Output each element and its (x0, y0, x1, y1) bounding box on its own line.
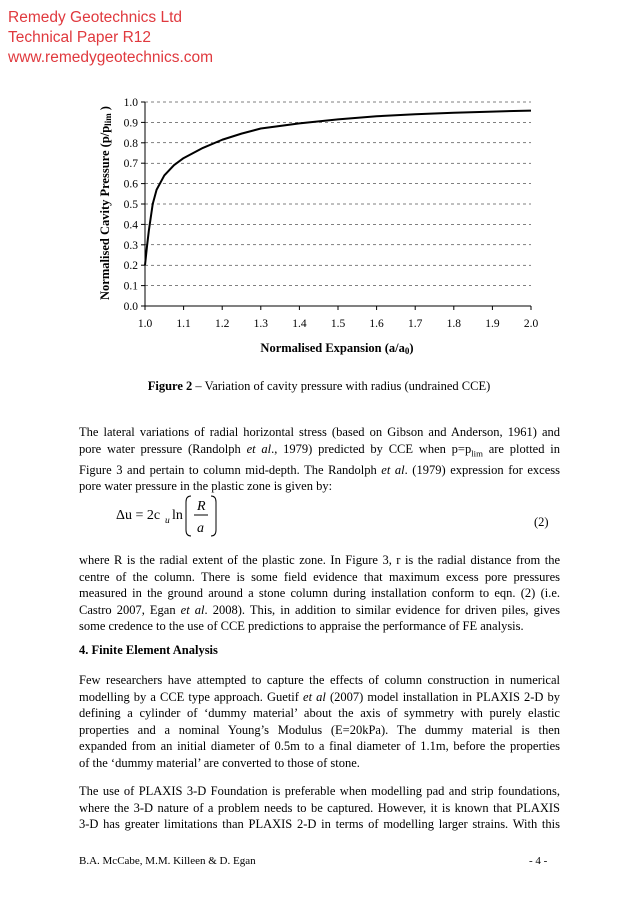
x-tick-label: 1.3 (253, 318, 268, 330)
x-tick-label: 1.4 (292, 318, 307, 330)
paper-number: Technical Paper R12 (8, 29, 152, 46)
text-line: 3-D has greater limitations than PLAXIS 2-D in terms of modelling larger strains. With this (79, 817, 560, 831)
chart-grid (145, 102, 531, 286)
paragraph-fe-researchers (79, 672, 560, 771)
chart-ticks (124, 97, 539, 330)
right-paren (211, 496, 216, 536)
text-line: measured in the ground around a stone column during installation conform to eqn. (2) (i.e. (79, 586, 560, 600)
y-axis-label: Normalised Cavity Pressure (p/plim ) (98, 106, 113, 300)
equation-lhs: Δu = 2c (116, 508, 161, 523)
figure-label: Figure 2 (147, 379, 193, 393)
y-tick-label: 0.8 (123, 137, 138, 150)
y-tick-label: 0.6 (123, 178, 138, 191)
equation-subscript: u (165, 516, 170, 526)
footer-authors: B.A. McCabe, M.M. Killeen & D. Egan (79, 855, 256, 867)
x-axis-label: Normalised Expansion (a/a0) (260, 341, 414, 356)
series-line-cce (145, 111, 531, 266)
figure-caption (0, 379, 638, 394)
text-line: properties and a nominal Young’s Modulus (E=20kPa). The dummy material is then (79, 722, 560, 737)
y-tick-label: 0.4 (123, 219, 138, 232)
page-number: - 4 - (529, 855, 548, 867)
text-line: centre of the column. There is some field evidence that maximum excess pore pressures (79, 569, 560, 584)
text-line: The use of PLAXIS 3-D Foundation is preferable when modelling pad and strip foundations, (79, 784, 560, 798)
text-line: expanded from an initial diameter of 0.5m to a final diameter of 1.1m, before the properties (79, 739, 560, 753)
x-tick-label: 1.1 (176, 318, 191, 330)
x-tick-label: 1.0 (137, 318, 153, 330)
text-line: modelling by a CCE type approach. Guetif et al (2007) model installation in PLAXIS 2-D by (79, 689, 561, 704)
left-paren (186, 496, 191, 536)
equation-numerator: R (197, 499, 206, 514)
equation-number: (2) (534, 515, 549, 529)
text-line: where the 3-D nature of a problem needs to be captured. However, it is known that PLAXIS (79, 800, 560, 815)
paragraph-plaxis (79, 783, 560, 833)
equation-ln: ln (172, 508, 183, 523)
y-tick-label: 0.1 (123, 280, 138, 293)
y-tick-label: 0.2 (123, 260, 138, 273)
text-line: pore water pressure in the plastic zone is given by: (79, 479, 333, 493)
text-line: Castro 2007, Egan et al. 2008). This, in addition to similar evidence for driven piles, gives (79, 602, 560, 617)
chart-series (145, 111, 531, 266)
x-tick-label: 1.6 (369, 318, 384, 330)
text-line: some credence to the use of CCE predictions to appraise the performance of FE analysis. (79, 619, 524, 633)
y-tick-label: 0.0 (123, 301, 138, 313)
x-tick-label: 1.8 (446, 318, 461, 330)
y-tick-label: 0.7 (123, 158, 138, 171)
figure-caption-text: – Variation of cavity pressure with radius (undrained CCE) (192, 379, 491, 393)
text-line: The lateral variations of radial horizontal stress (based on Gibson and Anderson, 1961) and (79, 425, 560, 439)
text-line: pore water pressure (Randolph et al., 1979) predicted by CCE when $p=p_{lim}$ are plotted in (79, 441, 561, 458)
text-line: Figure 3 and pertain to column mid-depth. The Randolph et al. (1979) expression for excess (79, 462, 560, 477)
equation-denominator: a (197, 521, 204, 536)
paragraph-cce-stress (79, 424, 560, 495)
y-tick-label: 1.0 (123, 97, 138, 109)
x-tick-label: 1.7 (408, 318, 423, 330)
text-line: Few researchers have attempted to capture the effects of column construction in numerical (79, 673, 560, 687)
x-tick-label: 1.5 (330, 318, 346, 330)
y-tick-label: 0.9 (123, 117, 138, 130)
paragraph-plastic-zone (79, 552, 560, 635)
x-tick-label: 1.2 (215, 318, 230, 330)
company-website[interactable]: www.remedygeotechnics.com (8, 49, 214, 66)
text-line: where R is the radial extent of the plastic zone. In Figure 3, r is the radial distance from the (79, 553, 560, 567)
x-tick-label: 2.0 (523, 318, 539, 330)
x-tick-label: 1.9 (485, 318, 500, 330)
cavity-pressure-chart (0, 0, 638, 370)
text-line: defining a cylinder of ‘dummy material’ about the axis of symmetry with purely elastic (79, 706, 560, 720)
text-line: of the ‘dummy material’ are converted to those of stone. (79, 755, 360, 770)
y-tick-label: 0.3 (123, 239, 138, 252)
y-tick-label: 0.5 (123, 199, 138, 211)
section-heading: 4. Finite Element Analysis (79, 643, 218, 657)
company-name: Remedy Geotechnics Ltd (8, 9, 183, 26)
